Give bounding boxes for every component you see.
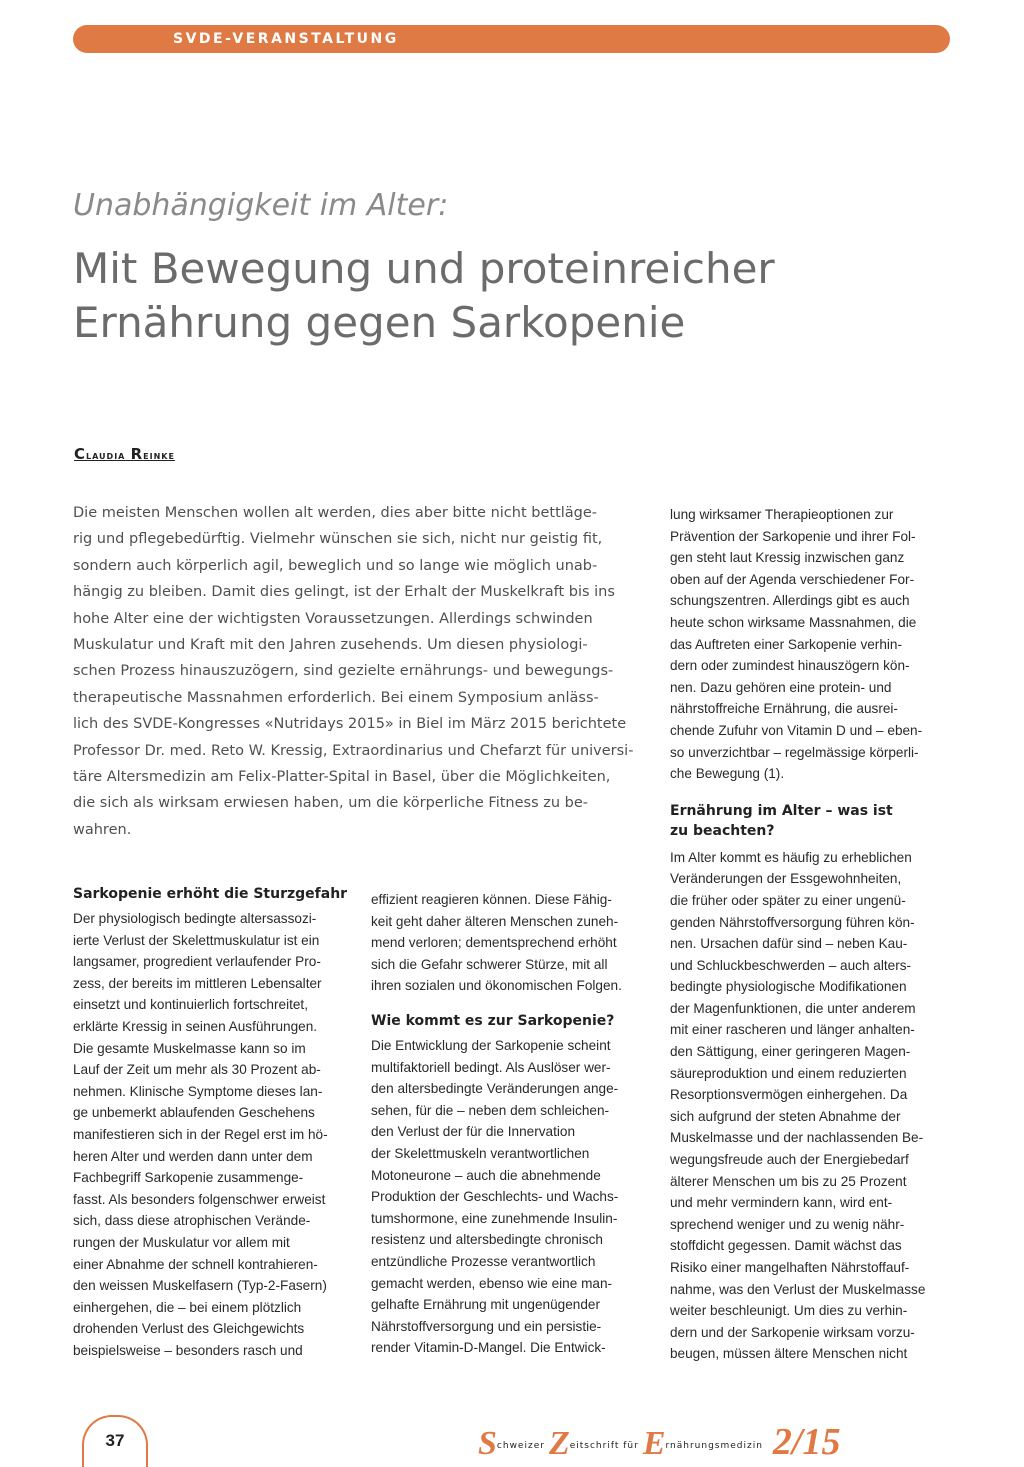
author-initial: C [74,445,87,463]
section-banner [73,25,950,53]
text-line: Prävention der Sarkopenie und ihrer Fol- [670,528,916,544]
text-line: mit einer rascheren und länger anhalten- [670,1022,915,1038]
text-line: hohe Alter eine der wichtigsten Voraussetzungen. Allerdings schwinden [73,610,593,627]
text-line: Die meisten Menschen wollen alt werden, dies aber bitte nicht bettläge- [73,505,598,521]
text-line: che Bewegung (1). [670,766,785,782]
text-line: Im Alter kommt es häufig zu erheblichen [670,849,912,865]
text-line: das Auftreten einer Sarkopenie verhin- [670,636,902,652]
journal-initial: Z [548,1425,570,1462]
text-line: nahme, was den Verlust der Muskelmasse [670,1281,926,1297]
text-line: Lauf der Zeit um mehr als 30 Prozent ab- [73,1062,321,1078]
article-title-line: Mit Bewegung und proteinreicher [73,244,775,293]
text-line: Nährstoffversorgung und ein persistie- [371,1318,602,1334]
text-line: beispielsweise – besonders rasch und [73,1342,303,1358]
text-line: bedingte physiologische Modifikationen [670,979,907,995]
journal-logo [478,1420,841,1463]
text-line: nen. Dazu gehören eine protein- und [670,679,892,695]
text-line: einer Abnahme der schnell kontrahieren- [73,1256,318,1272]
text-line: Fachbegriff Sarkopenie zusammenge- [73,1170,304,1186]
text-line: therapeutische Massnahmen erforderlich. Bei einem Symposium anläss- [73,689,599,706]
page-number: 37 [105,1431,125,1450]
text-line: Resorptionsvermögen einhergehen. Da [670,1087,908,1103]
text-line: Muskulatur und Kraft mit den Jahren zusehends. Um diesen physiologi- [73,637,588,654]
page-number-badge [82,1415,148,1467]
text-line: drohenden Verlust des Gleichgewichts [73,1321,305,1337]
text-line: zess, der bereits im mittleren Lebensalter [73,975,322,991]
text-line: nährstoffreiche Ernährung, die ausrei- [670,701,898,717]
section-heading-line: Ernährung im Alter – was ist [670,802,893,819]
text-line: keit geht daher älteren Menschen zuneh- [371,913,619,929]
article-author [74,445,175,463]
section-heading: Sarkopenie erhöht die Sturzgefahr [73,886,348,902]
text-line: gelhafte Ernährung mit ungenügender [371,1297,600,1313]
text-line: wegungsfreude auch der Energiebedarf [670,1152,909,1168]
text-line: einsetzt und kontinuierlich fortschreitet, [73,997,308,1013]
text-line: lung wirksamer Therapieoptionen zur [670,507,894,522]
text-line: ihren sozialen und ökonomischen Folgen. [371,978,622,994]
text-line: den Sättigung, einer geringeren Magen- [670,1044,911,1060]
text-line: weiter beschleunigt. Um dies zu verhin- [670,1303,908,1319]
article-title-line: Ernährung gegen Sarkopenie [73,298,686,347]
text-line: Muskelmasse und der nachlassenden Be- [670,1130,924,1146]
text-line: oben auf der Agenda verschiedener For- [670,571,915,587]
text-line: heren Alter und werden dann unter dem [73,1148,313,1164]
text-line: älterer Menschen um bis zu 25 Prozent [670,1173,907,1189]
column-text [371,1035,653,1359]
text-line: Die gesamte Muskelmasse kann so im [73,1040,306,1056]
body-column-2 [371,889,653,1359]
text-line: schungszentren. Allerdings gibt es auch [670,593,910,609]
text-line: und mehr vermindern kann, wird ent- [670,1195,893,1211]
text-line: chende Zufuhr von Vitamin D und – eben- [670,722,923,738]
journal-initial: E [642,1425,666,1462]
text-line: erklärte Kressig in seinen Ausführungen. [73,1018,318,1034]
text-line: tumshormone, eine zunehmende Insulin- [371,1210,618,1226]
text-line: sich die Gefahr schwerer Stürze, mit all [371,956,608,972]
text-line: manifestieren sich in der Regel erst im hö- [73,1126,328,1142]
text-line: rig und pflegebedürftig. Vielmehr wünschen sie sich, nicht nur geistig fit, [73,531,603,548]
text-line: dern und der Sarkopenie wirksam vorzu- [670,1324,915,1340]
text-line: wahren. [73,821,132,838]
text-line: Professor Dr. med. Reto W. Kressig, Extraordinarius und Chefarzt für universi- [73,742,634,759]
text-line: beugen, müssen ältere Menschen nicht [670,1346,908,1362]
text-line: der Skelettmuskeln verantwortlichen [371,1145,590,1161]
section-heading-line: zu beachten? [670,822,775,839]
text-line: render Vitamin-D-Mangel. Die Entwick- [371,1340,606,1356]
text-line: sprechend weniger und zu wenig nähr- [670,1216,905,1232]
section-banner-label: SVDE-VERANSTALTUNG [173,31,399,47]
author-initial: R [130,445,144,463]
journal-initial: S [478,1425,497,1462]
column-text [670,847,952,1365]
text-line: den weissen Muskelfasern (Typ-2-Fasern) [73,1278,327,1294]
text-line: Veränderungen der Essgewohnheiten, [670,871,902,887]
text-line: effizient reagieren können. Diese Fähig- [371,892,612,907]
author-name-part: laudia [86,448,126,462]
text-line: resistenz und altersbedingte chronisch [371,1232,603,1248]
journal-issue: 2/15 [772,1421,841,1463]
text-line: fasst. Als besonders folgenschwer erweist [73,1191,326,1207]
text-line: multifaktoriell bedingt. Als Auslöser wer- [371,1059,611,1075]
text-line: ierte Verlust der Skelettmuskulatur ist ein [73,932,320,948]
column-text [73,908,355,1361]
text-line: rungen der Muskulatur vor allem mit [73,1234,290,1250]
text-line: den Verlust der für die Innervation [371,1124,576,1140]
text-line: sehen, für die – neben dem schleichen- [371,1102,610,1118]
text-line: stoffdicht gegessen. Damit wächst das [670,1238,902,1254]
body-column-3 [670,504,952,1365]
journal-word: rnährungsmedizin [665,1441,763,1451]
text-line: dern oder zumindest hinauszögern kön- [670,658,910,674]
text-line: genden Nährstoffversorgung führen kön- [670,914,915,930]
body-column-1 [73,884,355,1361]
text-line: säureproduktion und einem reduzierten [670,1065,907,1081]
text-line: Risiko einer mangelhaften Nährstoffauf- [670,1260,910,1275]
text-line: Motoneurone – auch die abnehmende [371,1167,601,1183]
text-line: einhergehen, die – bei einem plötzlich [73,1299,302,1315]
lead-paragraph [73,500,653,843]
text-line: die sich als wirksam erwiesen haben, um die körperliche Fitness zu be- [73,795,589,812]
section-heading [670,801,952,841]
text-line: lich des SVDE-Kongresses «Nutridays 2015» in Biel im März 2015 berichtete [73,716,627,733]
author-name-part: einke [143,448,175,462]
section-heading: Wie kommt es zur Sarkopenie? [371,1012,615,1029]
text-line: so unverzichtbar – regelmässige körperli- [670,744,919,760]
column-text [670,504,952,785]
text-line: die früher oder später zu einer ungenü- [670,892,906,908]
journal-word: eitschrift für [569,1441,639,1451]
text-line: gemacht werden, ebenso wie eine man- [371,1275,613,1291]
text-line: sich, dass diese atrophischen Verände- [73,1213,311,1229]
text-line: Die Entwicklung der Sarkopenie scheint [371,1037,611,1053]
text-line: nen. Ursachen dafür sind – neben Kau- [670,936,908,952]
text-line: und Schluckbeschwerden – auch alters- [670,957,912,973]
text-line: langsamer, progredient verlaufender Pro- [73,954,321,970]
text-line: sich aufgrund der steten Abnahme der [670,1108,901,1124]
column-text [371,889,653,997]
text-line: Produktion der Geschlechts- und Wachs- [371,1189,619,1205]
text-line: entzündliche Prozesse verantwortlich [371,1253,596,1269]
text-line: gen steht laut Kressig inzwischen ganz [670,550,905,566]
text-line: nehmen. Klinische Symptome dieses lan- [73,1083,323,1099]
text-line: den altersbedingte Veränderungen ange- [371,1081,619,1097]
text-line: hängig zu bleiben. Damit dies gelingt, ist der Erhalt der Muskelkraft bis ins [73,584,615,601]
text-line: mend verloren; dementsprechend erhöht [371,935,617,951]
journal-word: chweizer [496,1441,545,1451]
text-line: schen Prozess hinauszuzögern, sind gezielte ernährungs- und bewegungs- [73,663,614,680]
article-title [73,242,953,350]
text-line: Der physiologisch bedingte altersassozi- [73,911,317,926]
text-line: täre Altersmedizin am Felix-Platter-Spital in Basel, über die Möglichkeiten, [73,769,611,786]
article-subtitle: Unabhängigkeit im Alter: [73,188,449,223]
text-line: sondern auch körperlich agil, beweglich und so lange wie möglich unab- [73,557,598,574]
text-line: der Magenfunktionen, die unter anderem [670,1000,916,1016]
text-line: heute schon wirksame Massnahmen, die [670,614,917,630]
text-line: ge unbemerkt ablaufenden Geschehens [73,1105,315,1121]
